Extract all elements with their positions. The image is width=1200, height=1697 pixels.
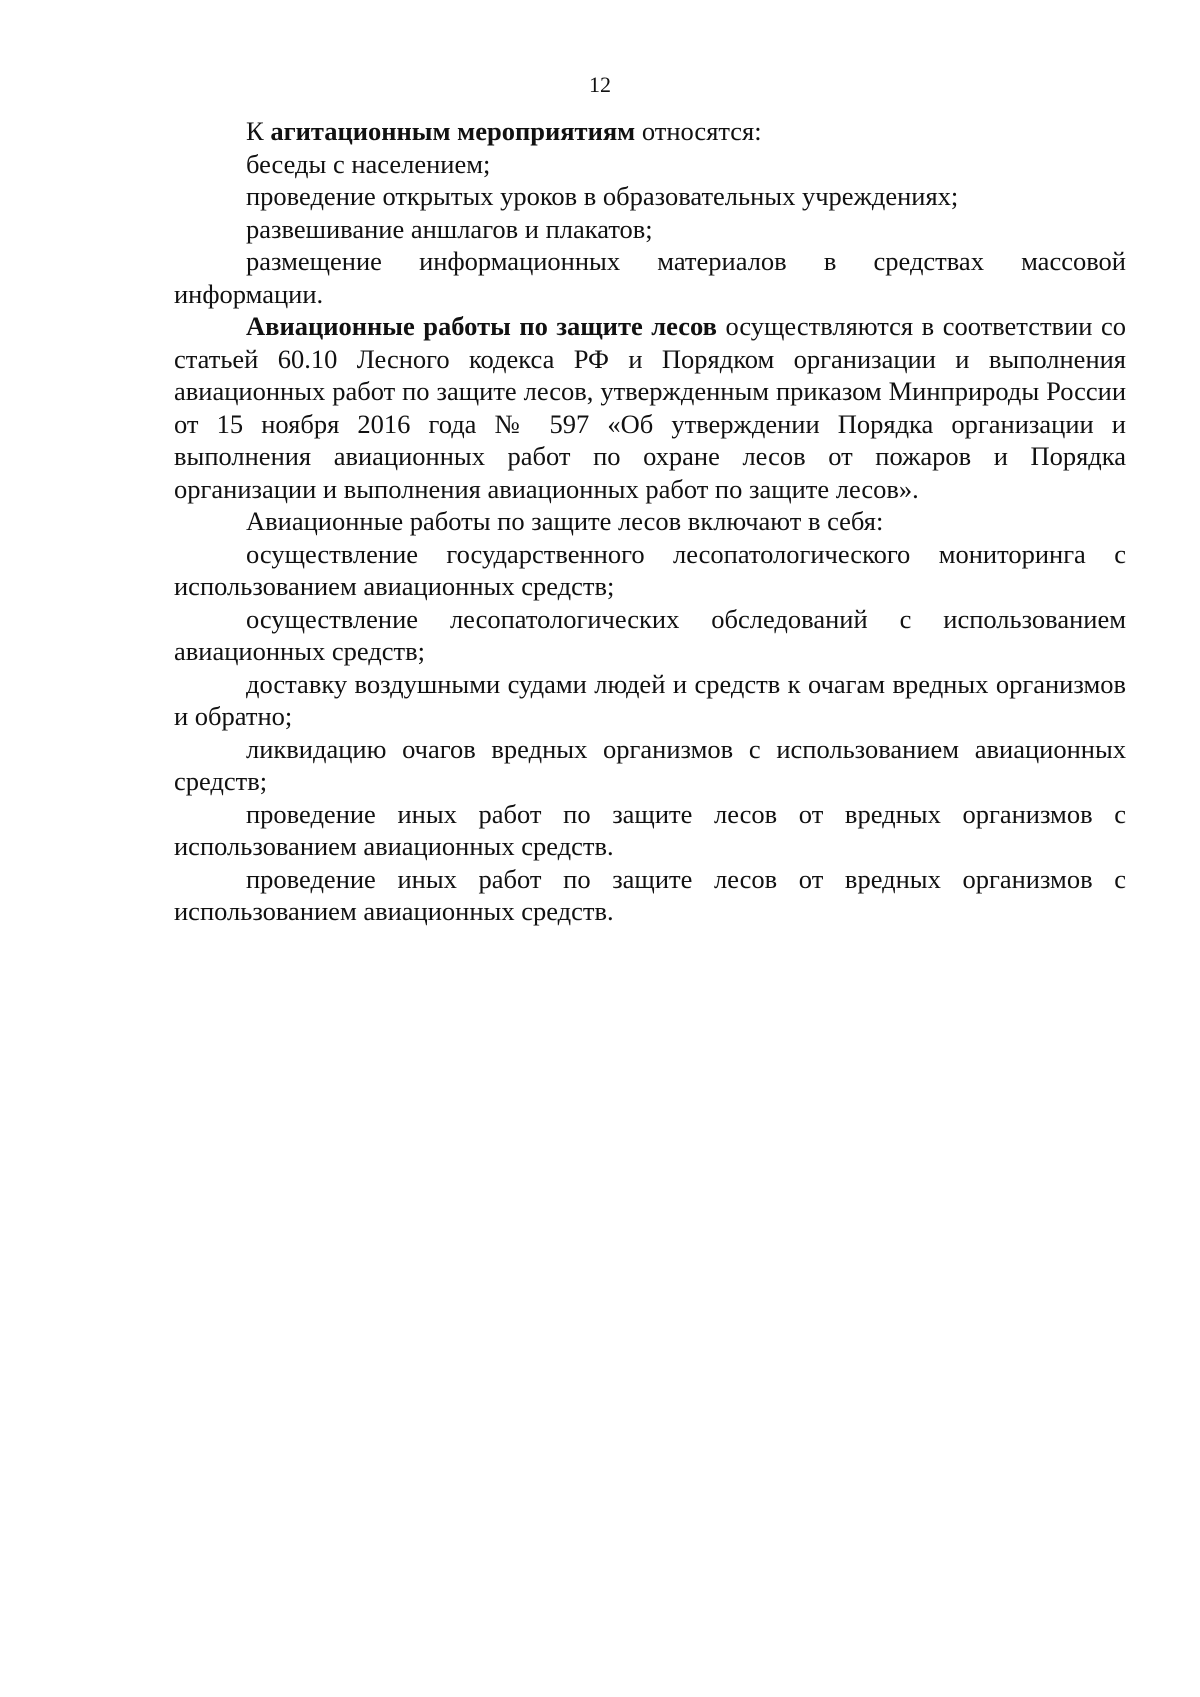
paragraph-open-lessons: проведение открытых уроков в образовательных учреждениях;	[246, 181, 959, 211]
paragraph-agitation-intro	[174, 115, 1126, 148]
paragraph-liquidation: ликвидацию очагов вредных организмов с использованием авиационных средств;	[174, 733, 1126, 796]
page-number: 12	[589, 72, 611, 97]
paragraph-media-materials: размещение информационных материалов в средствах массовой информации.	[174, 246, 1126, 309]
paragraph-delivery: доставку воздушными судами людей и средств к очагам вредных организмов и обратно;	[174, 668, 1126, 731]
paragraph-aviation-includes: Авиационные работы по защите лесов включают в себя:	[246, 506, 884, 536]
aviation-bold-term: Авиационные работы по защите лесов	[246, 311, 717, 341]
agitation-prefix: К	[246, 116, 271, 146]
paragraph-monitoring: осуществление государственного лесопатологического мониторинга с использованием авиационных средств;	[174, 538, 1126, 601]
paragraph-aviation-works	[174, 310, 1126, 505]
agitation-bold-term: агитационным мероприятиям	[270, 116, 636, 146]
paragraph-surveys: осуществление лесопатологических обследований с использованием авиационных средств;	[174, 603, 1126, 666]
agitation-suffix: относятся:	[635, 116, 762, 146]
paragraph-other-works-repeat: проведение иных работ по защите лесов от вредных организмов с использованием авиационных средств.	[174, 863, 1126, 926]
paragraph-conversations: беседы с населением;	[246, 148, 491, 179]
paragraph-other-works: проведение иных работ по защите лесов от вредных организмов с использованием авиационных средств.	[174, 798, 1126, 861]
aviation-works-text: осуществляются в соответствии со статьей 60.10 Лесного кодекса РФ и Порядком организации и выполнения авиационных работ по защите лесов, утвержденным приказом Минприроды России от 15 ноября 2016 года № 597 «Об утверждении Порядка организации и выполнения авиационных работ по охране лесов от пожаров и Порядка организации и выполнения авиационных работ по защите лесов».	[174, 311, 1126, 504]
paragraph-posters: развешивание аншлагов и плакатов;	[246, 213, 653, 244]
document-body	[174, 115, 1126, 928]
